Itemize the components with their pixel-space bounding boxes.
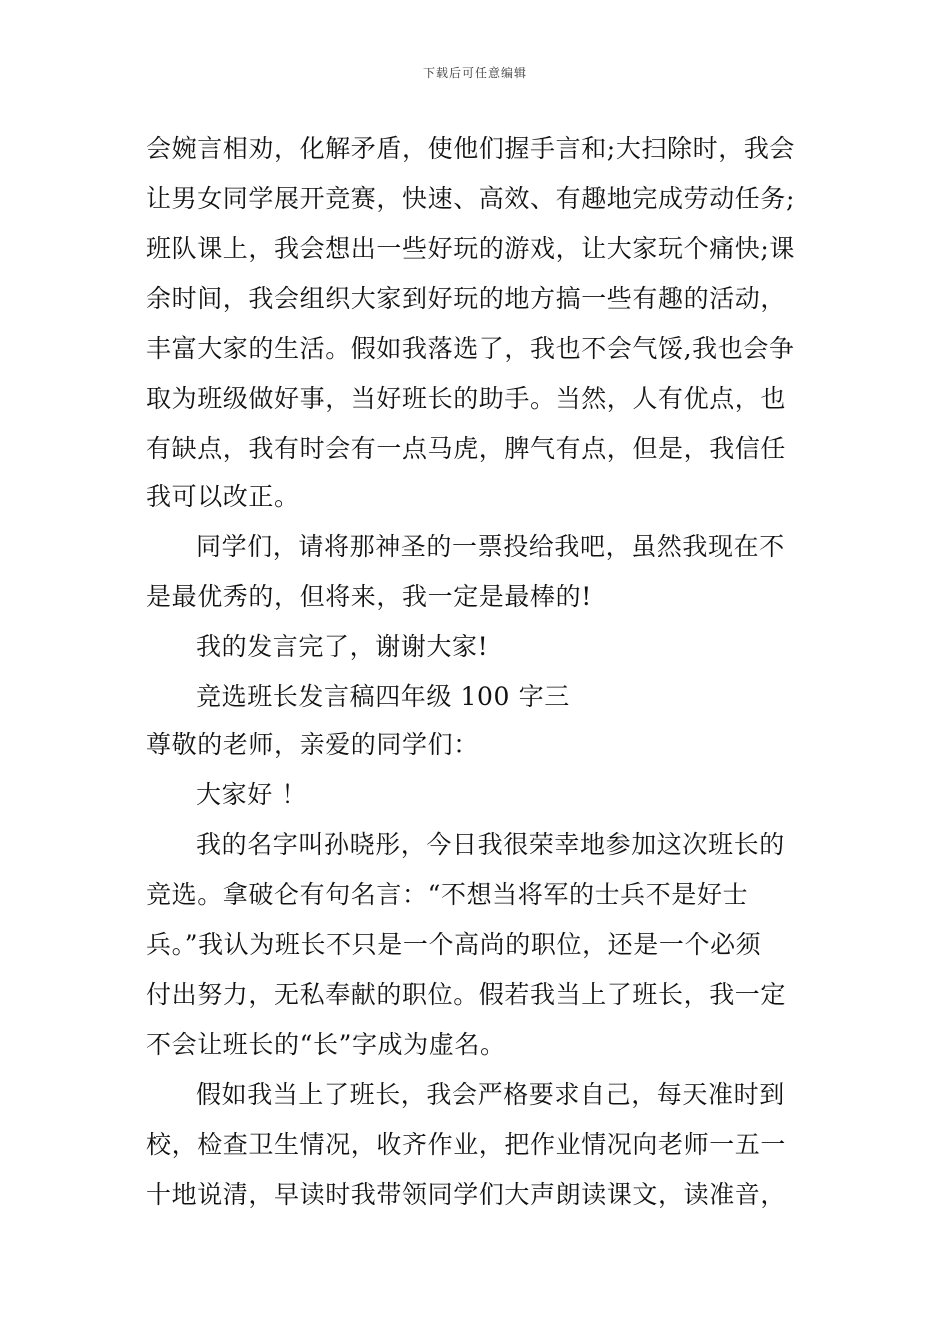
text-line: 会婉言相劝，化解矛盾，使他们握手言和;大扫除时，我会: [146, 134, 796, 163]
text-line: 是最优秀的，但将来，我一定是最棒的!: [146, 582, 592, 611]
text-line: 取为班级做好事，当好班长的助手。当然，人有优点，也: [146, 384, 787, 413]
text-line: 十地说清，早读时我带领同学们大声朗读课文，读准音，: [146, 1180, 787, 1209]
text-line: 竞选。拿破仑有句名言：“不想当将军的士兵不是好士: [146, 880, 749, 909]
text-line: 我可以改正。: [146, 482, 300, 511]
text-line: 我的发言完了，谢谢大家!: [196, 632, 489, 661]
text-line: 兵。”我认为班长不只是一个高尚的职位，还是一个必须: [146, 930, 762, 959]
page-header: 下载后可任意编辑: [422, 66, 527, 80]
text-line: 让男女同学展开竞赛，快速、高效、有趣地完成劳动任务;: [146, 184, 796, 213]
salutation: 尊敬的老师，亲爱的同学们：: [146, 730, 479, 759]
text-line: 有缺点，我有时会有一点马虎，脾气有点，但是，我信任: [146, 434, 787, 463]
text-line: 余时间，我会组织大家到好玩的地方搞一些有趣的活动，: [146, 284, 787, 313]
text-line: 我的名字叫孙晓彤，今日我很荣幸地参加这次班长的: [196, 830, 785, 859]
section-heading: 竞选班长发言稿四年级 100 字三: [196, 682, 570, 711]
text-line: 校，检查卫生情况，收齐作业，把作业情况向老师一五一: [146, 1130, 787, 1159]
text-line: 假如我当上了班长，我会严格要求自己，每天准时到: [196, 1080, 785, 1109]
text-line: 丰富大家的生活。假如我落选了，我也不会气馁,我也会争: [146, 334, 795, 363]
text-line: 同学们，请将那神圣的一票投给我吧，虽然我现在不: [196, 532, 785, 561]
greeting: 大家好 ！: [196, 780, 307, 809]
text-line: 付出努力，无私奉献的职位。假若我当上了班长，我一定: [146, 980, 787, 1009]
text-line: 班队课上，我会想出一些好玩的游戏，让大家玩个痛快;课: [146, 234, 796, 263]
text-line: 不会让班长的“长”字成为虚名。: [146, 1030, 506, 1059]
